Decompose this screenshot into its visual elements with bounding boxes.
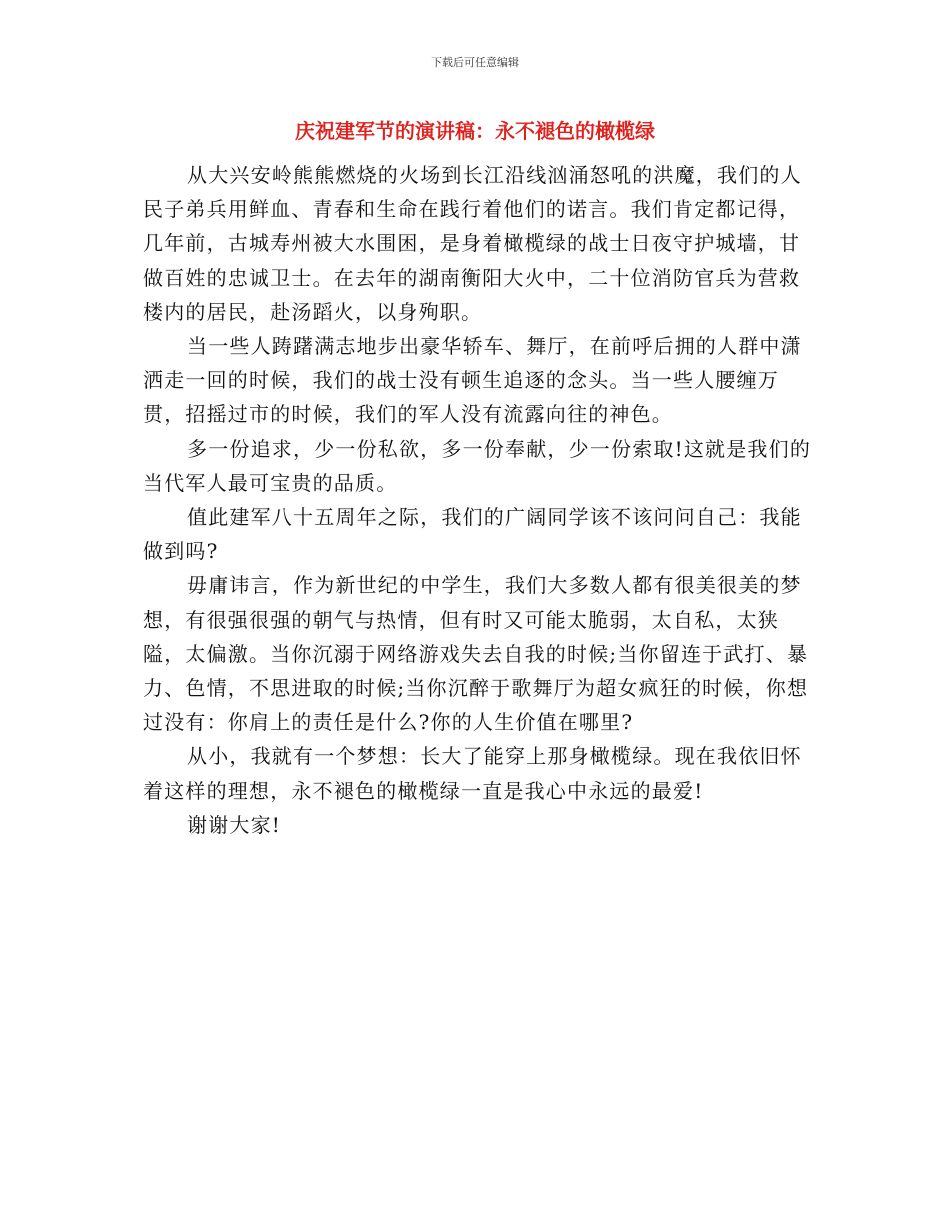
paragraph: 从大兴安岭熊熊燃烧的火场到长江沿线汹涌怒吼的洪魔，我们的人民子弟兵用鲜血、青春和生命在践行着他们的诺言。我们肯定都记得，几年前，古城寿州被大水围困，是身着橄榄绿的战士日夜守护城墙，甘做百姓的忠诚卫士。在去年的湖南衡阳大火中，二十位消防官兵为营救楼内的居民，赴汤蹈火，以身殉职。 [143, 163, 802, 324]
header-note: 下载后可任意编辑 [431, 56, 519, 69]
paragraph: 从小，我就有一个梦想：长大了能穿上那身橄榄绿。现在我依旧怀着这样的理想，永不褪色的橄榄绿一直是我心中永远的最爱! [143, 744, 802, 803]
paragraph: 谢谢大家! [187, 812, 282, 837]
paragraph: 当一些人踌躇满志地步出豪华轿车、舞厅，在前呼后拥的人群中潇洒走一回的时候，我们的战士没有顿生追逐的念头。当一些人腰缠万贯，招摇过市的时候，我们的军人没有流露向往的神色。 [143, 334, 802, 427]
paragraph: 毋庸讳言，作为新世纪的中学生，我们大多数人都有很美很美的梦想，有很强很强的朝气与热情，但有时又可能太脆弱，太自私，太狭隘，太偏激。当你沉溺于网络游戏失去自我的时候;当你留连于武打、暴力、色情，不思进取的时候;当你沉醉于歌舞厅为超女疯狂的时候，你想过没有：你肩上的责任是什么?你的人生价值在哪里? [143, 573, 809, 735]
paragraph: 值此建军八十五周年之际，我们的广阔同学该不该问问自己：我能做到吗? [143, 505, 802, 564]
paragraph: 多一份追求，少一份私欲，多一份奉献，少一份索取!这就是我们的当代军人最可宝贵的品质。 [143, 436, 812, 495]
document-body [143, 158, 818, 842]
document-title: 庆祝建军节的演讲稿：永不褪色的橄榄绿 [295, 119, 655, 143]
